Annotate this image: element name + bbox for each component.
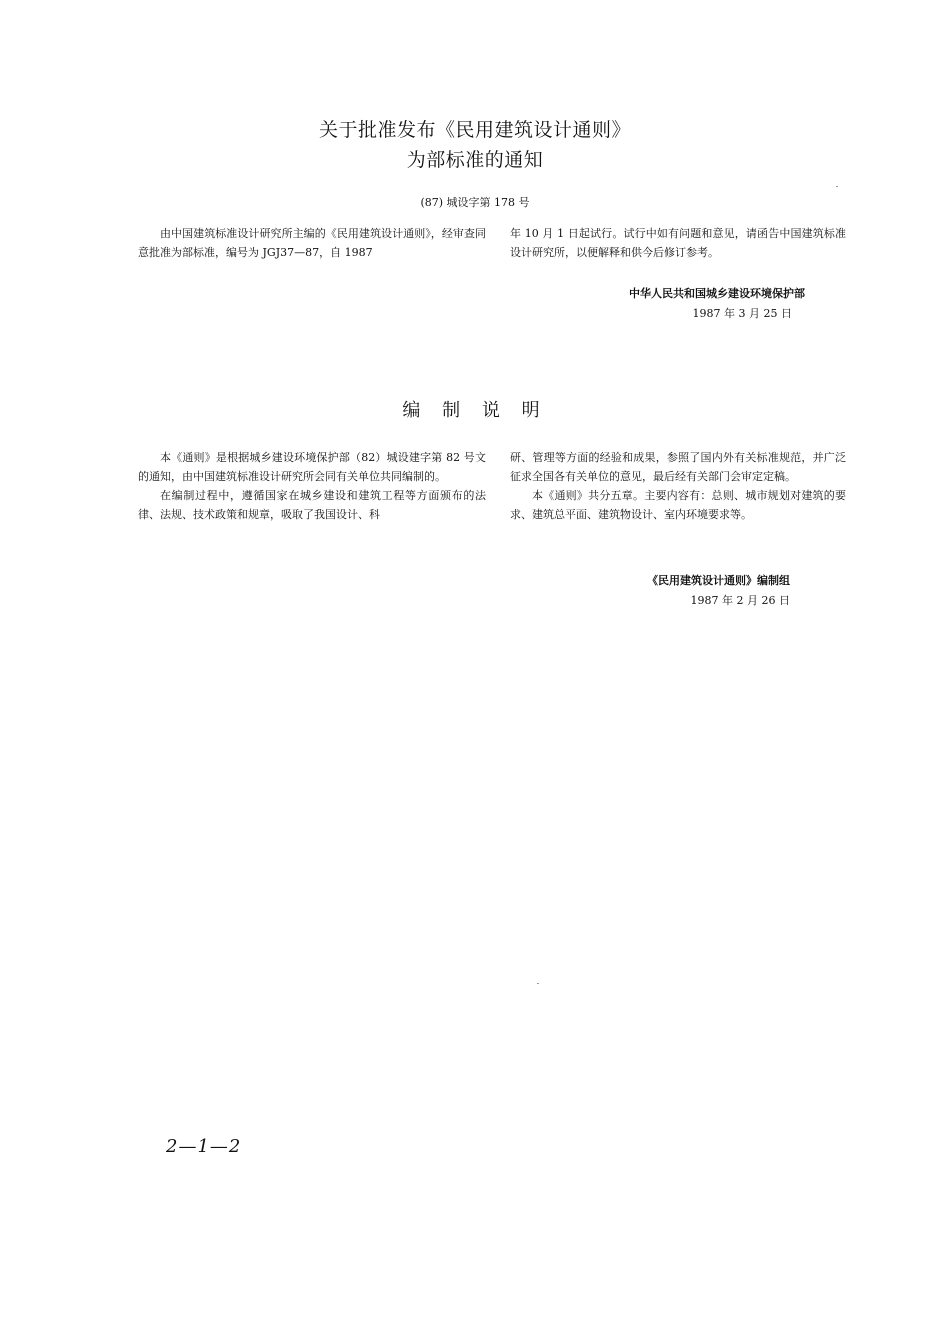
notice-body-left-column: [138, 224, 486, 262]
explanation-left-paragraph-2: 在编制过程中，遵循国家在城乡建设和建筑工程等方面颁布的法律、法规、技术政策和规章，吸取了我国设计、科: [138, 489, 486, 521]
explanation-right-paragraph-2: 本《通则》共分五章。主要内容有：总则、城市规划对建筑的要求、建筑总平面、建筑物设计、室内环境要求等。: [510, 489, 846, 521]
notice-body-right-column: [510, 224, 846, 262]
explanation-left-column: [138, 448, 486, 524]
notice-date: 1987 年 3 月 25 日: [692, 307, 792, 320]
notice-title-line2: 为部标准的通知: [406, 149, 544, 171]
compilation-group-signature: 《民用建筑设计通则》编制组: [647, 574, 790, 587]
issuer-signature: 中华人民共和国城乡建设环境保护部: [629, 287, 805, 300]
page-number: 2—1—2: [166, 1136, 242, 1157]
explanation-left-paragraph-1: 本《通则》是根据城乡建设环境保护部（82）城设建字第 82 号文的通知，由中国建筑标准设计研究所会同有关单位共同编制的。: [138, 451, 486, 483]
notice-body-right: 年 10 月 1 日起试行。试行中如有问题和意见，请函告中国建筑标准设计研究所，以便解释和供今后修订参考。: [510, 227, 846, 259]
explanation-date: 1987 年 2 月 26 日: [690, 594, 790, 607]
scan-speck: [537, 983, 539, 984]
explanation-right-column: [510, 448, 846, 524]
scan-speck: [836, 186, 838, 187]
notice-body-left: 由中国建筑标准设计研究所主编的《民用建筑设计通则》，经审查同意批准为部标准，编号为 JGJ37—87，自 1987: [138, 227, 486, 259]
notice-title-line1: 关于批准发布《民用建筑设计通则》: [318, 119, 631, 141]
document-number: (87) 城设字第 178 号: [420, 196, 530, 209]
explanation-title: 编 制 说 明: [402, 400, 548, 421]
explanation-right-paragraph-1: 研、管理等方面的经验和成果，参照了国内外有关标准规范，并广泛征求全国各有关单位的意见，最后经有关部门会审定定稿。: [510, 451, 846, 483]
